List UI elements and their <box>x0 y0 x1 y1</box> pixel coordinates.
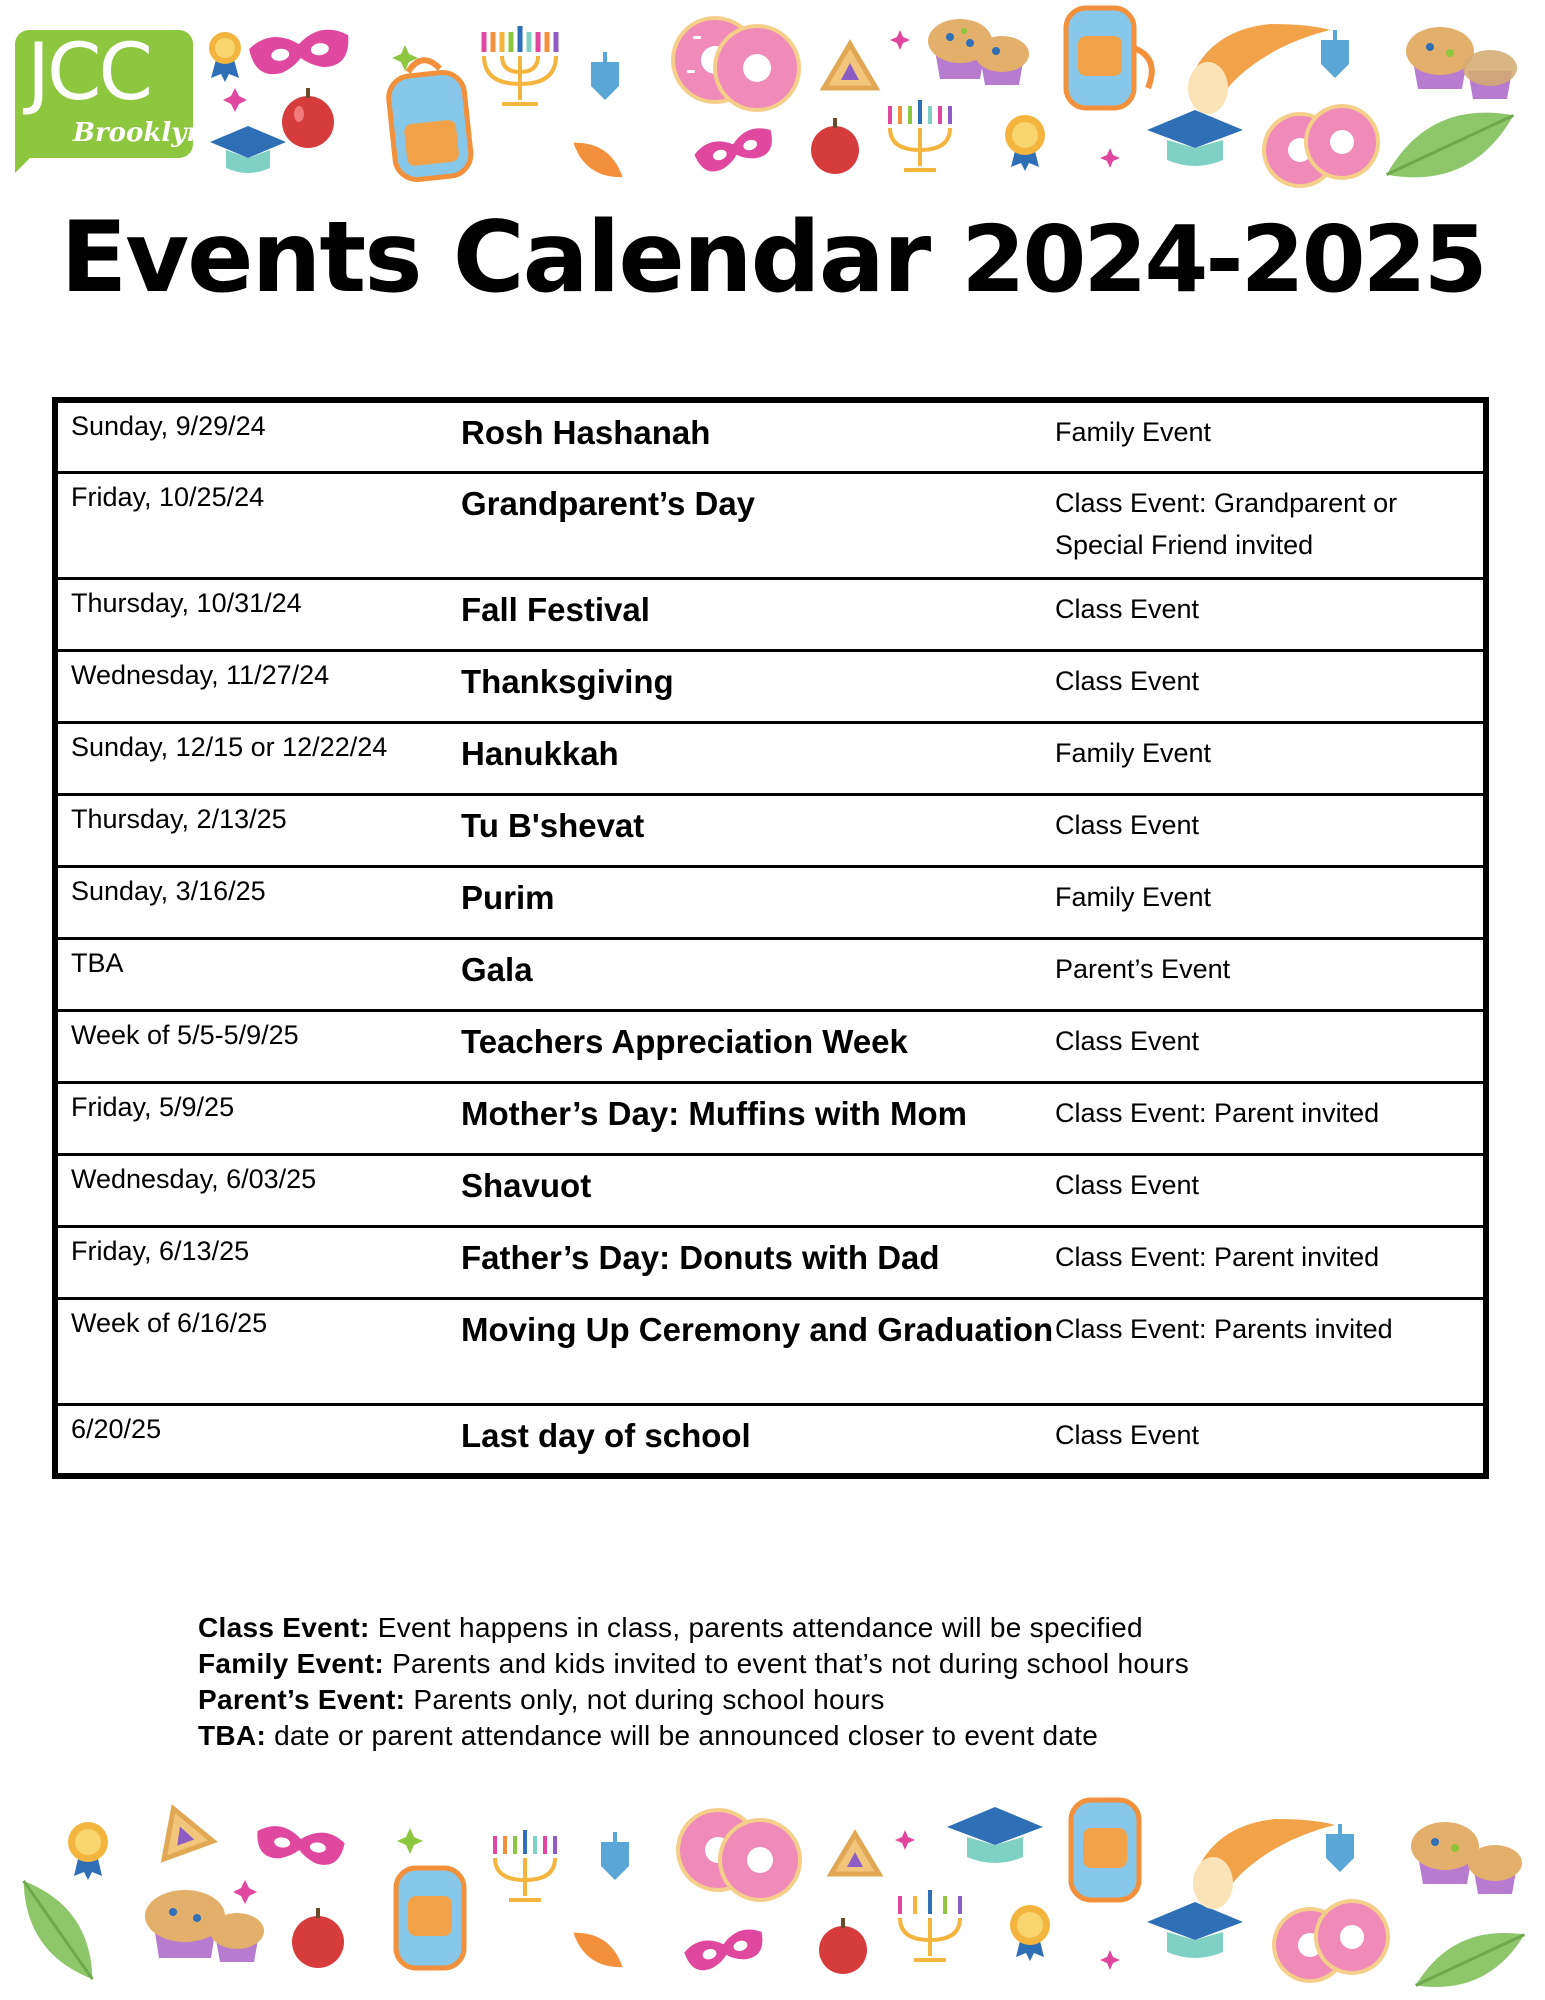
muffin-icon <box>1411 1822 1522 1894</box>
leaf-icon <box>1407 1917 1533 2000</box>
bottom-decorative-border <box>0 1790 1545 2000</box>
event-name: Tu B'shevat <box>461 794 1055 866</box>
graduation-cap-icon <box>1147 110 1243 166</box>
event-name: Rosh Hashanah <box>461 414 711 451</box>
event-type: Class Event: Parents invited <box>1055 1298 1486 1404</box>
event-date: Wednesday, 11/27/24 <box>55 650 461 722</box>
backpack-icon <box>1066 8 1152 108</box>
legend-desc: Event happens in class, parents attendance will be specified <box>377 1612 1143 1643</box>
menorah-icon <box>484 26 556 104</box>
backpack-icon <box>385 56 473 181</box>
table-row <box>55 794 1486 866</box>
event-date: Sunday, 12/15 or 12/22/24 <box>55 722 461 794</box>
event-name: Shavuot <box>461 1154 1055 1226</box>
mask-icon <box>683 1926 768 1975</box>
leaf-icon <box>567 134 629 186</box>
event-type: Class Event: Parent invited <box>1055 1226 1486 1298</box>
event-date: Thursday, 2/13/25 <box>55 794 461 866</box>
dreidel-icon <box>601 1832 629 1880</box>
table-row <box>55 1010 1486 1082</box>
table-row <box>55 1226 1486 1298</box>
legend-desc: date or parent attendance will be announced closer to event date <box>274 1720 1099 1751</box>
legend-term: TBA: <box>198 1720 267 1751</box>
leaf-icon <box>7 1869 109 1990</box>
sparkle-icon <box>397 1828 423 1854</box>
table-row <box>55 1154 1486 1226</box>
leaf-icon <box>1376 93 1524 197</box>
event-name: Mother’s Day: Muffins with Mom <box>461 1082 1055 1154</box>
event-date: Sunday, 3/16/25 <box>55 866 461 938</box>
event-type: Family Event <box>1055 417 1212 447</box>
donut-icon <box>676 1808 802 1902</box>
event-type: Class Event: Parent invited <box>1055 1082 1486 1154</box>
event-name: Thanksgiving <box>461 650 1055 722</box>
medal-icon <box>68 1822 108 1880</box>
legend-desc: Parents only, not during school hours <box>413 1684 885 1715</box>
event-date: Friday, 5/9/25 <box>55 1082 461 1154</box>
muffin-icon <box>928 19 1029 85</box>
event-type: Class Event <box>1055 650 1486 722</box>
shofar-icon <box>1193 1819 1335 1909</box>
event-type: Family Event <box>1055 722 1486 794</box>
table-row <box>55 722 1486 794</box>
backpack-icon <box>1071 1800 1139 1900</box>
table-row <box>55 1404 1486 1476</box>
legend-item <box>198 1646 1189 1682</box>
event-name: Teachers Appreciation Week <box>461 1010 1055 1082</box>
mask-icon <box>692 124 777 176</box>
event-date: Wednesday, 6/03/25 <box>55 1154 461 1226</box>
jcc-brooklyn-logo <box>15 28 206 162</box>
logo-text-jcc: JCC <box>27 28 150 118</box>
shofar-icon <box>1188 24 1330 114</box>
table-row <box>55 1082 1486 1154</box>
legend-item <box>198 1610 1189 1646</box>
dreidel-icon <box>591 52 619 100</box>
graduation-cap-icon <box>1147 1902 1243 1958</box>
table-row <box>55 400 1486 472</box>
donut-icon <box>1272 1899 1390 1983</box>
event-name: Father’s Day: Donuts with Dad <box>461 1226 1055 1298</box>
table-row <box>55 578 1486 650</box>
event-name: Moving Up Ceremony and Graduation <box>461 1298 1055 1404</box>
event-date: Week of 5/5-5/9/25 <box>55 1010 461 1082</box>
event-type: Class Event: Grandparent or Special Friend invited <box>1055 472 1486 578</box>
legend-term: Family Event: <box>198 1648 384 1679</box>
dreidel-icon <box>1321 30 1349 78</box>
table-row <box>55 1298 1486 1404</box>
leaf-icon <box>567 1924 629 1976</box>
page-title <box>0 201 1545 315</box>
mask-icon <box>254 1823 346 1867</box>
event-date: Sunday, 9/29/24 <box>71 411 266 441</box>
table-row <box>55 866 1486 938</box>
event-type: Class Event <box>1055 1010 1486 1082</box>
table-row <box>55 938 1486 1010</box>
event-type: Class Event <box>1055 1154 1486 1226</box>
backpack-icon <box>396 1868 464 1968</box>
legend-term: Class Event: <box>198 1612 370 1643</box>
event-name: Grandparent’s Day <box>461 472 1055 578</box>
table-row <box>55 650 1486 722</box>
legend-item <box>198 1682 1189 1718</box>
title-main: Events Calendar <box>60 201 930 315</box>
event-type: Class Event <box>1055 794 1486 866</box>
menorah-icon <box>890 100 950 170</box>
hamantaschen-icon <box>831 1834 879 1874</box>
hamantaschen-icon <box>149 1800 213 1859</box>
table-row <box>55 472 1486 578</box>
muffin-icon <box>1406 27 1517 99</box>
apple-icon <box>811 118 859 174</box>
event-name: Last day of school <box>461 1404 1055 1476</box>
event-date: Friday, 10/25/24 <box>55 472 461 578</box>
legend-item <box>198 1718 1189 1754</box>
event-type-legend <box>198 1610 1189 1754</box>
event-type: Class Event <box>1055 1404 1486 1476</box>
dreidel-icon <box>1326 1824 1354 1872</box>
event-name: Gala <box>461 938 1055 1010</box>
donut-icon <box>671 16 801 112</box>
medal-icon <box>1005 115 1045 171</box>
menorah-icon <box>900 1890 960 1960</box>
medal-icon <box>209 32 241 82</box>
event-type: Family Event <box>1055 866 1486 938</box>
event-type: Class Event <box>1055 578 1486 650</box>
top-decorative-border <box>0 0 1545 200</box>
event-type: Parent’s Event <box>1055 938 1486 1010</box>
event-date: 6/20/25 <box>55 1404 461 1476</box>
mask-icon <box>248 27 352 78</box>
medal-icon <box>1010 1905 1050 1961</box>
hamantaschen-icon <box>824 44 876 88</box>
donut-icon <box>1262 104 1380 188</box>
apple-icon <box>819 1918 867 1974</box>
events-table <box>52 397 1489 1479</box>
event-name: Hanukkah <box>461 722 1055 794</box>
event-name: Purim <box>461 866 1055 938</box>
menorah-icon <box>495 1830 555 1900</box>
logo-text-brooklyn: Brooklyn <box>73 118 206 148</box>
graduation-cap-icon <box>210 126 286 173</box>
event-date: Thursday, 10/31/24 <box>55 578 461 650</box>
legend-desc: Parents and kids invited to event that’s not during school hours <box>392 1648 1189 1679</box>
graduation-cap-icon <box>947 1807 1043 1863</box>
event-date: TBA <box>55 938 461 1010</box>
legend-term: Parent’s Event: <box>198 1684 406 1715</box>
apple-icon <box>282 88 334 148</box>
event-name: Fall Festival <box>461 578 1055 650</box>
apple-icon <box>292 1908 344 1968</box>
title-year: 2024-2025 <box>961 206 1485 313</box>
event-date: Week of 6/16/25 <box>55 1298 461 1404</box>
event-date: Friday, 6/13/25 <box>55 1226 461 1298</box>
